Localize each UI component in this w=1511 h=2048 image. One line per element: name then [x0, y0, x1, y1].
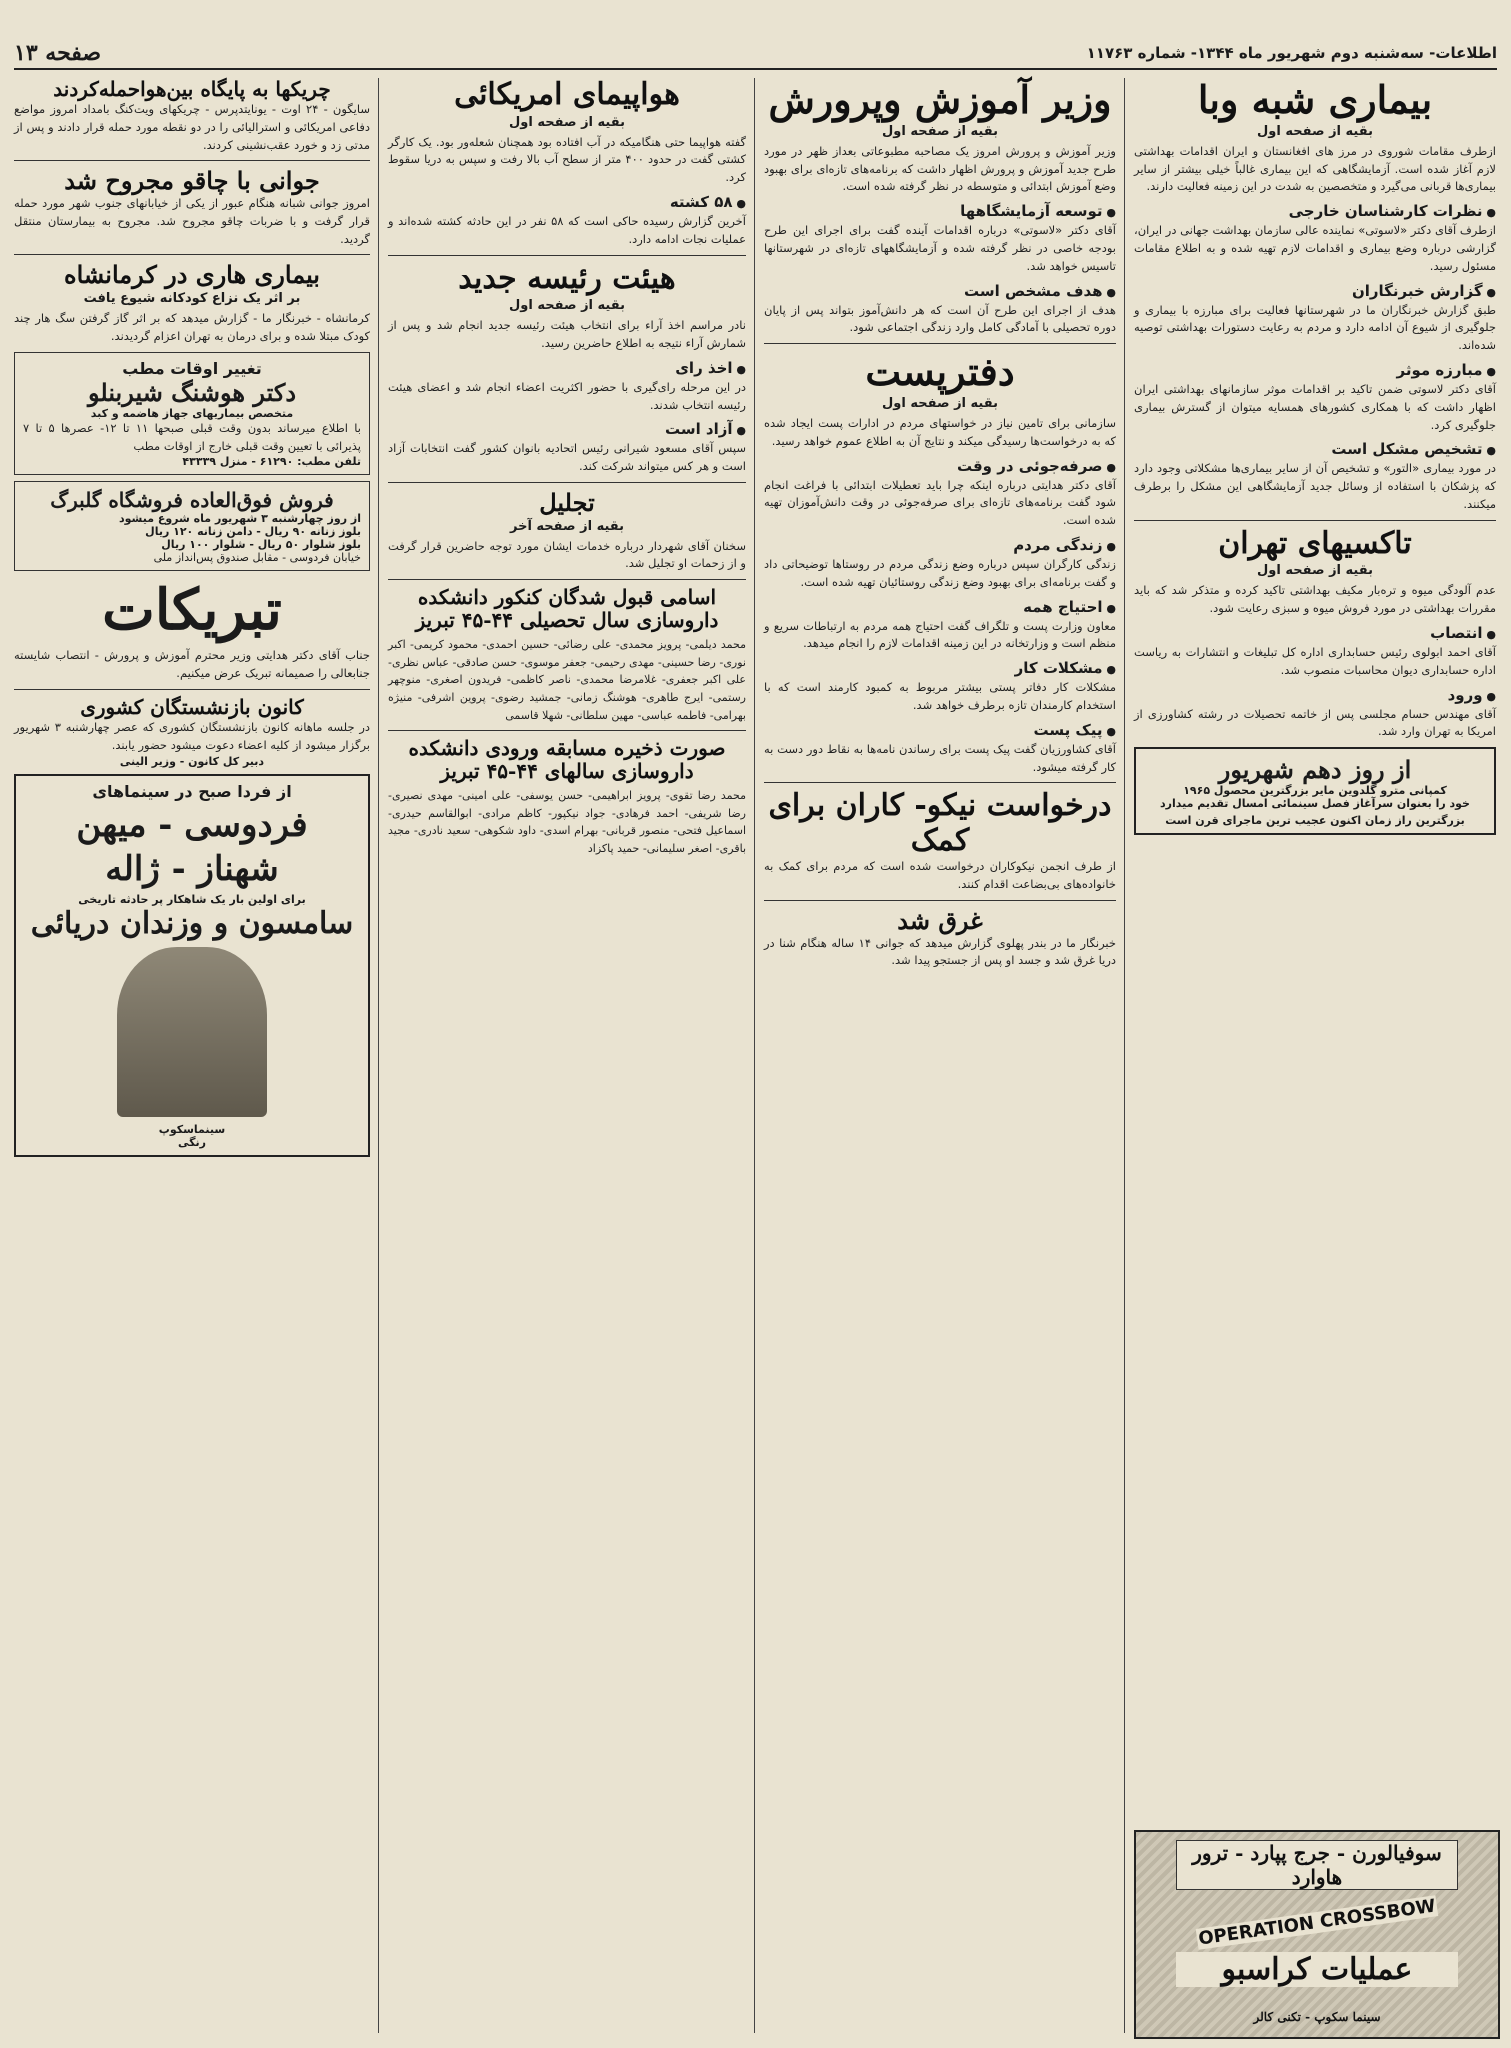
sale-line: بلوز شلوار ۵۰ ریال - شلوار ۱۰۰ ریال — [161, 538, 361, 552]
poster-footer: سینماسکوپ — [158, 1122, 226, 1136]
film-advertisement — [1134, 747, 1496, 835]
subheading: ● مشکلات کار — [764, 659, 1116, 677]
continued-label: بقیه از صفحه اول — [1257, 563, 1373, 579]
cinema-line: برای اولین بار یک شاهکار پر حادثه تاریخی — [78, 892, 306, 906]
office-hours: با اطلاع میرساند بدون وقت قبلی صبحها ۱۱ تا ۱۲- عصرها ۵ تا ۷ پذیرائی با تعیین وقت قبلی خارج از اوقات مطب — [23, 420, 361, 453]
subheading: ● انتصاب — [1134, 624, 1496, 642]
continued-label: بقیه از صفحه اول — [1257, 123, 1373, 139]
column-rule — [378, 78, 379, 2033]
cinema-names: شهناز - ژاله — [105, 848, 279, 889]
column-rule — [1124, 78, 1125, 2033]
continued-label: بقیه از صفحه اول — [882, 123, 998, 139]
divider — [1134, 520, 1496, 521]
article-text: گفته هواپیما حتی هنگامیکه در آب افتاده بود همچنان شعله‌ور بود. یک کارگر کشتی گفت در حدود ۴۰۰ متر از سطح آب بالا رفت و سپس به دریا سقوط کرد. — [388, 134, 746, 185]
headline-post-office: دفترپست — [865, 349, 1015, 395]
phone-numbers: تلفن مطب: ۶۱۲۹۰ - منزل ۴۳۳۳۹ — [182, 455, 361, 469]
article-text: ازطرف مقامات شوروی در مرز های افغانستان و ایران اقدامات بهداشتی لازم آغاز شده است. آزمایشگاهی که این بیماری غالباً خیلی بیشتر از سایر بیماری‌ها قربانی می‌گیرد و متخصصین به شدت در این زمینه فعالیت دارند. — [1134, 143, 1496, 194]
sale-address: خیابان فردوسی - مقابل صندوق پس‌انداز ملی — [153, 551, 361, 565]
column-1 — [1134, 78, 1496, 841]
divider — [764, 900, 1116, 901]
subheading: ● نظرات کارشناسان خارجی — [1134, 202, 1496, 220]
article-text: در جلسه ماهانه کانون بازنشستگان کشوری که عصر چهارشنبه ۳ شهریور برگزار میشود از کلیه اعضاء دعوت میشود حضور یابند. — [14, 719, 370, 752]
subheading: ● آزاد است — [388, 420, 746, 438]
article-text: سپس آقای مسعود شیرانی رئیس اتحادیه بانوان کشور گفت انتخابات آزاد است و هر کس میتواند شرکت کند. — [388, 441, 746, 474]
continued-label: بقیه از صفحه اول — [509, 114, 625, 130]
cinema-advertisement — [14, 774, 370, 1157]
sale-line: بلوز زنانه ۹۰ ریال - دامن زنانه ۱۲۰ ریال — [145, 525, 361, 539]
masthead-date-issue: اطلاعات- سه‌شنبه دوم شهریور ماه ۱۳۴۴- شماره ۱۱۷۶۳ — [1086, 44, 1497, 62]
article-text: هدف از اجرای این طرح آن است که هر دانش‌آموز بتواند پس از پایان دوره تحصیلی با آمادگی کامل وارد زندگی اجتماعی شود. — [764, 302, 1116, 335]
ad-headline: از روز دهم شهریور — [1218, 755, 1412, 785]
article-text: آقای دکتر لاسوتی ضمن تاکید بر اقدامات موثر سازمانهای بهداشتی ایران اظهار داشت که با همکاری کشورهای همسایه میتوان از گسترش بیماری جلوگیری کرد. — [1134, 382, 1496, 432]
poster-title-english: OPERATION CROSSBOW — [1197, 1895, 1437, 1950]
doctor-notice — [14, 352, 370, 476]
headline-charity-request: درخواست نیکو- کاران برای کمک — [768, 788, 1112, 858]
sale-ad — [14, 481, 370, 571]
article-text: وزیر آموزش و پرورش امروز یک مصاحبه مطبوعاتی بعداز ظهر در مورد طرح جدید آموزش و پرورش اظهار داشت که برنامه‌های تازه‌ای برای بهبود وضع آموزش ابتدائی و متوسطه در نظر گرفته شده است. — [764, 143, 1116, 194]
subheading: ● زندگی مردم — [764, 536, 1116, 554]
subheading: ● تشخیص مشکل است — [1134, 440, 1496, 458]
notice-title: تغییر اوقات مطب — [122, 358, 262, 378]
poster-cast: سوفیالورن - جرج پپارد - ترور هاوارد — [1176, 1840, 1458, 1890]
doctor-name: دکتر هوشنگ شیربنلو — [87, 377, 297, 407]
article-text: از طرف انجمن نیکوکاران درخواست شده است که مردم برای کمک به خانواده‌های بی‌بضاعت اقدام کنند. — [764, 859, 1116, 892]
poster-title-persian: عملیات کراسبو — [1176, 1952, 1458, 1987]
subheading: ● هدف مشخص است — [764, 282, 1116, 300]
article-text: سخنان آقای شهردار درباره خدمات ایشان مورد توجه حاضرین قرار گرفت و از زحمات او تجلیل شد. — [388, 538, 746, 571]
headline-education-minister: وزیر آموزش وپرورش — [768, 77, 1112, 122]
article-text: طبق گزارش خبرنگاران ما در شهرستانها فعالیت برای مبارزه با بیماری و جلوگیری از شیوع آن ادامه دارد و مردم به رعایت دستورات بهداشتی توصیه شده‌اند. — [1134, 302, 1496, 353]
article-text: آقای دکتر «لاسوتی» درباره اقدامات آینده گفت برای اجرای این طرح بودجه خاصی در نظر گرفته شده و آزمایشگاههای تازه‌ای در شهرستانها تاسیس خواهد شد. — [764, 223, 1116, 273]
film-title: سامسون و وزندان دریائی — [30, 905, 354, 941]
column-2 — [764, 78, 1116, 970]
page-number: صفحه ۱۳ — [14, 40, 102, 66]
subheading: ● پیک پست — [764, 721, 1116, 739]
subheading: ● گزارش خبرنگاران — [1134, 282, 1496, 300]
article-text: در این مرحله رای‌گیری با حضور اکثریت اعضاء انجام شد و اعضای هیئت رئیسه انتخاب شدند. — [388, 379, 746, 412]
divider — [14, 254, 370, 255]
article-text: سایگون - ۲۴ اوت - یونایتدپرس - چریکهای ویت‌کنگ بامداد امروز مواضع دفاعی امریکائی و استرالیائی را در دو نقطه مورد حمله قرار دادند و پس از مدتی زد و خورد عقب‌نشینی کردند. — [14, 102, 370, 152]
continued-label: بقیه از صفحه اول — [882, 395, 998, 411]
divider — [764, 343, 1116, 344]
article-text: در مورد بیماری «التور» و تشخیص آن از سایر بیماری‌ها مشکلاتی وجود دارد که پزشکان با استفاده از وسائل جدید آزمایشگاهی این مشکل را برطرف میکنند. — [1134, 461, 1496, 512]
article-text: معاون وزارت پست و تلگراف گفت احتیاج همه مردم به ارتباطات سریع و منظم است و وزارتخانه در این زمینه اقدامات لازم را انجام میدهد. — [764, 618, 1116, 651]
poster-footer: سینما سکوپ - تکنی کالر — [1253, 2010, 1381, 2024]
film-poster-crossbow — [1134, 1830, 1500, 2039]
article-text: آقای کشاورزیان گفت پیک پست برای رساندن نامه‌ها به نقاط دور دست به کار گرفته میشود. — [764, 741, 1116, 774]
doctor-specialty: متخصص بیماریهای جهاز هاضمه و کبد — [90, 406, 294, 420]
ad-line: کمپانی مترو گلدوین مایر بزرگترین محصول ۱۹۶۵ — [1183, 784, 1447, 798]
divider — [388, 482, 746, 483]
poster-footer: رنگی — [178, 1135, 206, 1149]
column-4 — [14, 78, 370, 1163]
subheading: ● احتیاج همه — [764, 598, 1116, 616]
subheading: ● اخذ رای — [388, 359, 746, 377]
headline-retirees: کانون بازنشستگان کشوری — [80, 694, 304, 719]
divider — [388, 730, 746, 731]
divider — [388, 579, 746, 580]
cinema-line: از فردا صبح در سینماهای — [92, 781, 292, 801]
article-text: آقای مهندس حسام مجلسی پس از خاتمه تحصیلات در رشته کشاورزی از امریکا به تهران وارد شد. — [1134, 706, 1496, 739]
article-text: سازمانی برای تامین نیاز در خواستهای مردم در ادارات پست ایجاد شده که به درخواست‌ها رسیدگی میکند و نتایج آن به اطلاع عموم خواهد رسید. — [764, 415, 1116, 448]
subheading: ● ورود — [1134, 686, 1496, 704]
headline-taxis: تاکسیهای تهران — [1218, 525, 1412, 561]
divider — [764, 782, 1116, 783]
headline-pharmacy-reserve: صورت ذخیره مسابقه ورودی دانشکده داروسازی سالهای ۴۴-۴۵ تبریز — [408, 736, 726, 784]
headline-guerrillas: چریکها به پایگاه بین‌هواحمله‌کردند — [53, 77, 331, 101]
article-text: عدم آلودگی میوه و تره‌بار مکیف بهداشتی تاکید کرده و متذکر شد که باید مقررات بهداشتی در مورد فروش میوه و سبزی رعایت شود. — [1134, 583, 1496, 616]
poster-figure — [117, 947, 267, 1117]
article-text: خبرنگار ما در بندر پهلوی گزارش میدهد که جوانی ۱۴ ساله هنگام شنا در دریا غرق شد و جسد او پس از جستجو پیدا شد. — [764, 935, 1116, 968]
continued-label: بقیه از صفحه اول — [509, 298, 625, 314]
divider — [388, 255, 746, 256]
subheading: ● صرفه‌جوئی در وقت — [764, 457, 1116, 475]
article-text: آخرین گزارش رسیده حاکی است که ۵۸ نفر در این حادثه کشته شده‌اند و عملیات نجات ادامه دارد. — [388, 213, 746, 246]
continued-label: بقیه از صفحه آخر — [509, 518, 625, 534]
headline-tribute: تجلیل — [539, 487, 595, 517]
column-rule — [754, 78, 755, 2033]
names-list: محمد رضا تقوی- پرویز ابراهیمی- حسن یوسفی- علی امینی- مهدی نصیری- رضا شریفی- احمد فرهادی- جواد نیکپور- کاظم مرادی- ابوالقاسم حیدری- اسماعیل فتحی- منصور قربانی- بهرام اسدی- داود شکوهی- سعید نادری- مجید باقری- اصغر سلیمانی- حمید پاکزاد — [388, 789, 746, 855]
article-text: امروز جوانی شبانه هنگام عبور از یکی از خیابانهای جنوب شهر مورد حمله قرار گرفت و با ضربات چاقو مجروح شد. مجروح به بیمارستان منتقل گردید. — [14, 196, 370, 246]
article-text: نادر مراسم اخذ آراء برای انتخاب هیئت رئیسه جدید انجام شد و پس از شمارش آراء نتیجه به اطلاع حاضرین رسید. — [388, 318, 746, 350]
article-text: آقای دکتر هدایتی درباره اینکه چرا باید تعطیلات ابتدائی با فراغت انجام شود گفت برنامه‌های تازه‌ای برای صرفه‌جوئی در وقت دانش‌آموزان تهیه شده است. — [764, 477, 1116, 528]
headline-stabbing: جوانی با چاقو مجروح شد — [64, 166, 320, 196]
congratulations-title: تبریکات — [102, 577, 282, 644]
subheading: ● مبارزه موثر — [1134, 361, 1496, 379]
sale-title: فروش فوق‌العاده فروشگاه گلبرگ — [50, 488, 334, 513]
headline-rabies: بیماری هاری در کرمانشاه — [64, 260, 320, 290]
headline-american-plane: هواپیمای امریکائی — [454, 77, 680, 112]
names-list: محمد دیلمی- پرویز محمدی- علی رضائی- حسین احمدی- محمود کریمی- اکبر نوری- رضا حسینی- مهدی رحیمی- جعفر موسوی- حسن صادقی- عباس نظری- علی اکبر جعفری- غلامرضا محمدی- ناصر کاظمی- فریدون اصغری- منوچهر رستمی- ایرج طاهری- هوشنگ زمانی- جمشید رضوی- پروین اشرفی- منیژه بهرامی- فاطمه عباسی- مهین سلطانی- شهلا قاسمی — [388, 638, 746, 722]
headline-cholera: بیماری شبه وبا — [1197, 77, 1433, 122]
article-text: آقای احمد ابولوی رئیس حسابداری اداره کل تبلیغات و انتشارات به ریاست اداره حسابداری دیوان محاسبات منصوب شد. — [1134, 645, 1496, 677]
sale-line: از روز چهارشنبه ۳ شهریور ماه شروع میشود — [118, 512, 361, 526]
column-3 — [388, 78, 746, 858]
signature: دبیر کل کانون - وزیر الینی — [119, 754, 265, 768]
cinema-names: فردوسی - میهن — [76, 804, 308, 845]
article-text: مشکلات کار دفاتر پستی بیشتر مربوط به کمبود کارمند است که با استخدام کارمندان تازه برطرف خواهد شد. — [764, 680, 1116, 712]
subheading: ● توسعه آزمایشگاهها — [764, 202, 1116, 220]
headline-new-board: هیئت رئیسه جدید — [458, 260, 676, 296]
headline-pharmacy-accepted: اسامی قبول شدگان کنکور دانشکده داروسازی سال تحصیلی ۴۴-۴۵ تبریز — [415, 585, 719, 633]
article-text: جناب آقای دکتر هدایتی وزیر محترم آموزش و پرورش - انتصاب شایسته جنابعالی را صمیمانه تبریک عرض میکنیم. — [14, 648, 370, 681]
subheading: ● ۵۸ کشته — [388, 193, 746, 211]
article-text: کرمانشاه - خبرنگار ما - گزارش میدهد که بر اثر گاز گرفتن سگ هار چند کودک مبتلا شده و برای درمان به تهران اعزام گردیدند. — [14, 311, 370, 343]
divider — [14, 160, 370, 161]
article-text: ازطرف آقای دکتر «لاسوتی» نماینده عالی سازمان بهداشت جهانی در ایران، گزارشی درباره وضع بیماری و اقدامات لازم تهیه شده و به اطلاع مقامات مسئول رسید. — [1134, 223, 1496, 273]
subtitle: بر اثر یک نزاع کودکانه شیوع یافت — [83, 291, 301, 307]
divider — [14, 689, 370, 690]
masthead — [14, 38, 1497, 70]
article-text: زندگی کارگران سپس درباره وضع زندگی مردم در روستاها توضیحاتی داد و گفت برنامه‌ای برای بهبود وضع زندگی روستائیان تهیه شده است. — [764, 556, 1116, 589]
ad-line: بزرگترین راز زمان اکنون عجیب ترین ماجرای قرن است — [1165, 814, 1465, 828]
ad-line: خود را بعنوان سرآغاز فصل سینمائی امسال تقدیم میدارد — [1160, 797, 1470, 811]
headline-drowned: غرق شد — [897, 906, 983, 936]
